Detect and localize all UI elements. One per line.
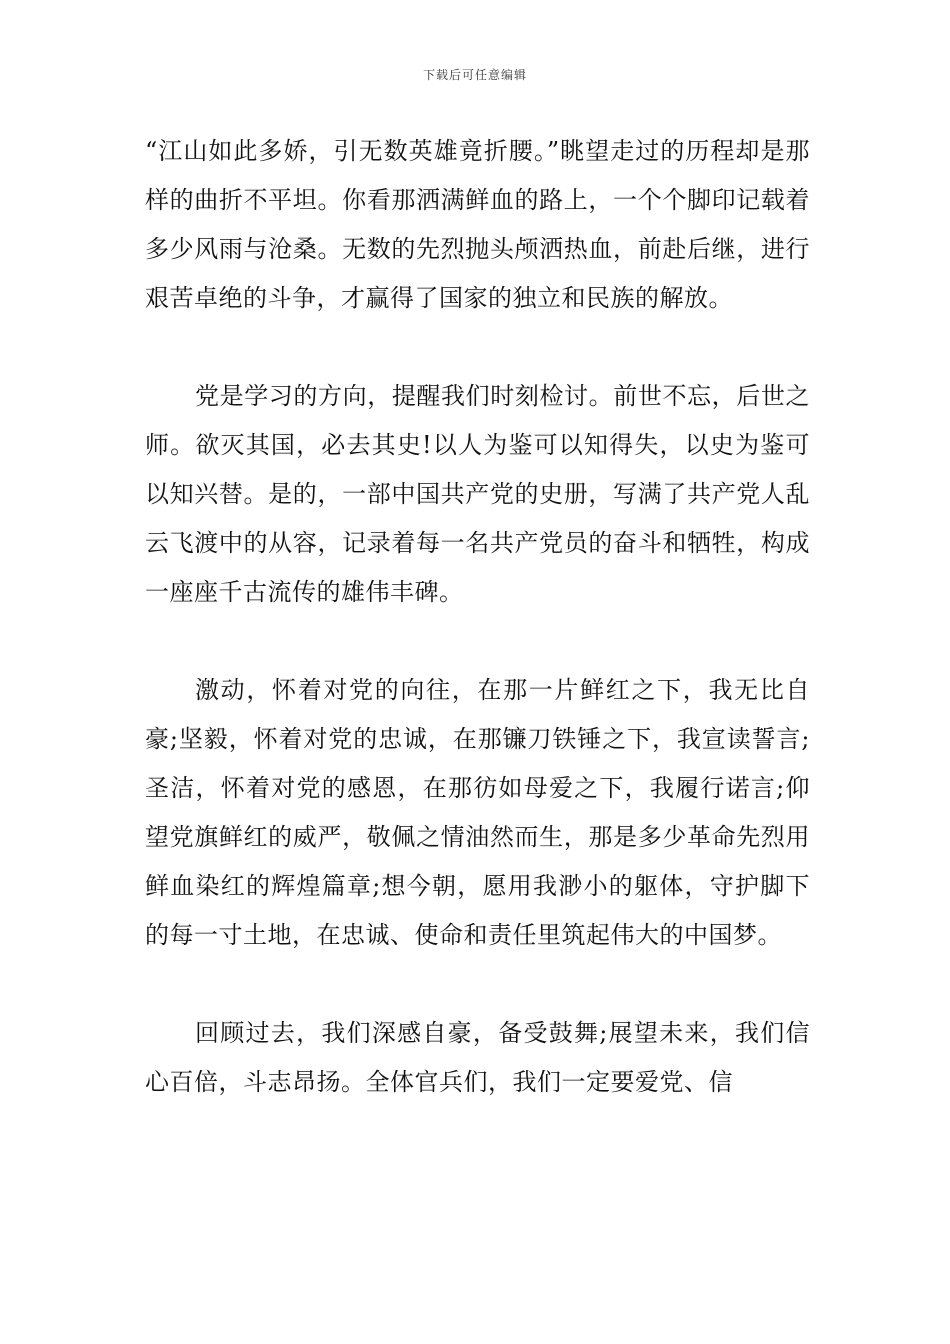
paragraph-1: “江山如此多娇，引无数英雄竟折腰。”眺望走过的历程却是那样的曲折不平坦。你看那洒满鲜血的路上，一个个脚印记载着多少风雨与沧桑。无数的先烈抛头颅洒热血，前赴后继，进行艰苦卓绝的斗争，才赢得了国家的独立和民族的解放。 (145, 137, 810, 312)
paragraph-spacer (145, 323, 810, 372)
document-body (145, 127, 810, 1107)
paragraph-4: 回顾过去，我们深感自豪，备受鼓舞;展望未来，我们信心百倍，斗志昂扬。全体官兵们，我们一定要爱党、信 (145, 1019, 810, 1096)
page-header-caption: 下载后可任意编辑 (422, 68, 527, 82)
paragraph-3: 激动，怀着对党的向往，在那一片鲜红之下，我无比自豪;坚毅，怀着对党的忠诚，在那镰刀铁锤之下，我宣读誓言;圣洁，怀着对党的感恩，在那彷如母爱之下，我履行诺言;仰望党旗鲜红的威严，敬佩之情油然而生，那是多少革命先烈用鲜血染红的辉煌篇章;想今朝，愿用我渺小的躯体，守护脚下的每一寸土地，在忠诚、使命和责任里筑起伟大的中国梦。 (145, 676, 810, 949)
paragraph-spacer (145, 960, 810, 1009)
paragraph-2: 党是学习的方向，提醒我们时刻检讨。前世不忘，后世之师。欲灭其国，必去其史!以人为鉴可以知得失，以史为鉴可以知兴替。是的，一部中国共产党的史册，写满了共产党人乱云飞渡中的从容，记录着每一名共产党员的奋斗和牺牲，构成一座座千古流传的雄伟丰碑。 (145, 382, 810, 606)
paragraph-spacer (145, 617, 810, 666)
